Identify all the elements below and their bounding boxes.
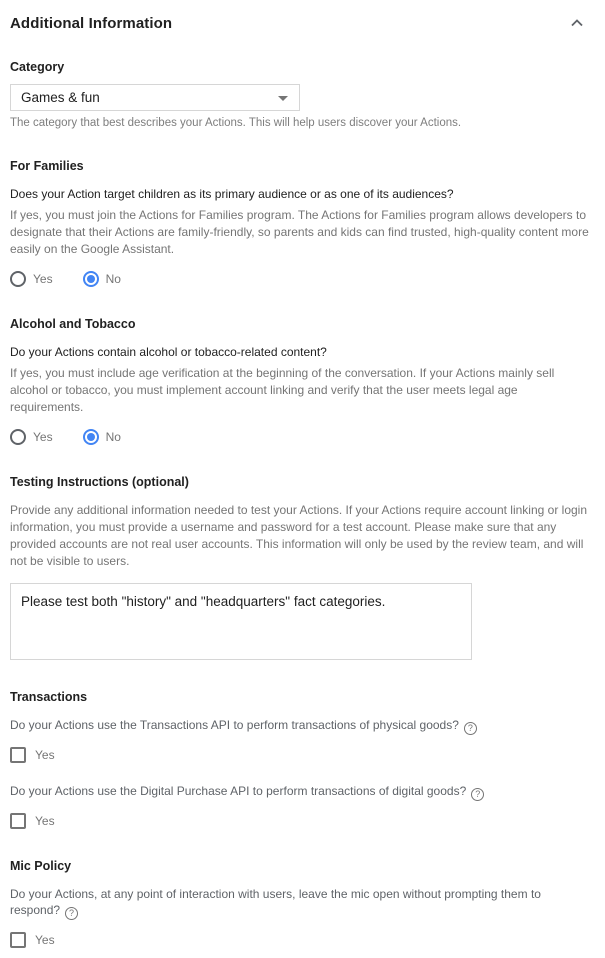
alcohol-tobacco-radio-group (10, 429, 592, 445)
checkbox-yes-label: Yes (35, 814, 55, 828)
alcohol-tobacco-radio-yes[interactable] (10, 429, 53, 445)
testing-instructions-title: Testing Instructions (optional) (10, 475, 189, 489)
help-icon[interactable]: ? (464, 722, 477, 735)
collapse-section-button[interactable] (568, 15, 586, 31)
category-label: Category (10, 60, 65, 74)
alcohol-tobacco-helper: If yes, you must include age verification at the beginning of the conversation. If your Actions mainly sell alcohol or tobacco, you must implement account linking and verify that the user meets legal age requirements. (10, 366, 555, 414)
for-families-section (10, 159, 592, 287)
testing-instructions-input[interactable] (10, 583, 472, 660)
physical-goods-checkbox-row[interactable] (10, 747, 592, 763)
category-helper-text: The category that best describes your Actions. This will help users discover your Actions. (10, 117, 462, 129)
radio-no-label: No (105, 272, 121, 286)
alcohol-tobacco-question: Do your Actions contain alcohol or tobacco-related content? (10, 345, 327, 359)
mic-policy-question: Do your Actions, at any point of interaction with users, leave the mic open without prompting them to respond? ? (10, 887, 541, 918)
radio-yes-label: Yes (33, 430, 53, 444)
checkbox-yes-label: Yes (35, 748, 55, 762)
alcohol-tobacco-section (10, 317, 592, 445)
radio-no-label: No (105, 430, 121, 444)
digital-goods-question: Do your Actions use the Digital Purchase API to perform transactions of digital goods? ? (10, 783, 592, 801)
radio-unselected-icon[interactable] (10, 429, 26, 445)
radio-selected-icon[interactable] (83, 429, 99, 445)
radio-unselected-icon[interactable] (10, 271, 26, 287)
for-families-radio-no[interactable] (83, 271, 121, 287)
transactions-title: Transactions (10, 690, 88, 704)
alcohol-tobacco-title: Alcohol and Tobacco (10, 317, 136, 331)
category-select[interactable] (10, 84, 300, 111)
help-icon[interactable]: ? (65, 907, 78, 920)
physical-goods-block (10, 717, 592, 763)
for-families-helper: If yes, you must join the Actions for Families program. The Actions for Families program allows developers to designate that their Actions are family-friendly, so parents and kids can find trusted, high-quality content more easily on the Google Assistant. (10, 208, 589, 256)
panel-header (10, 15, 592, 32)
testing-instructions-helper: Provide any additional information needed to test your Actions. If your Actions require account linking or login information, you must provide a username and password for a test account. Please make sure that any provided accounts are not real user accounts. This information will only be used by the review team, and will not be visible to users. (10, 503, 588, 568)
category-selected-value: Games & fun (21, 90, 100, 105)
checkbox-yes-label: Yes (35, 933, 55, 947)
radio-selected-icon[interactable] (83, 271, 99, 287)
testing-instructions-section (10, 475, 592, 660)
for-families-title: For Families (10, 159, 84, 173)
caret-down-icon (278, 96, 288, 101)
digital-goods-checkbox-row[interactable] (10, 813, 592, 829)
checkbox-unchecked-icon[interactable] (10, 813, 26, 829)
checkbox-unchecked-icon[interactable] (10, 747, 26, 763)
mic-policy-section (10, 859, 592, 948)
help-icon[interactable]: ? (471, 788, 484, 801)
for-families-radio-group (10, 271, 592, 287)
mic-policy-checkbox-row[interactable] (10, 932, 592, 948)
radio-yes-label: Yes (33, 272, 53, 286)
chevron-up-icon (570, 17, 584, 32)
physical-goods-question: Do your Actions use the Transactions API to perform transactions of physical goods? ? (10, 717, 592, 735)
for-families-radio-yes[interactable] (10, 271, 53, 287)
checkbox-unchecked-icon[interactable] (10, 932, 26, 948)
alcohol-tobacco-radio-no[interactable] (83, 429, 121, 445)
for-families-question: Does your Action target children as its primary audience or as one of its audiences? (10, 187, 454, 201)
transactions-section (10, 690, 592, 829)
mic-policy-title: Mic Policy (10, 859, 72, 873)
category-field (10, 60, 592, 129)
page-title: Additional Information (10, 15, 173, 32)
digital-goods-block (10, 783, 592, 829)
